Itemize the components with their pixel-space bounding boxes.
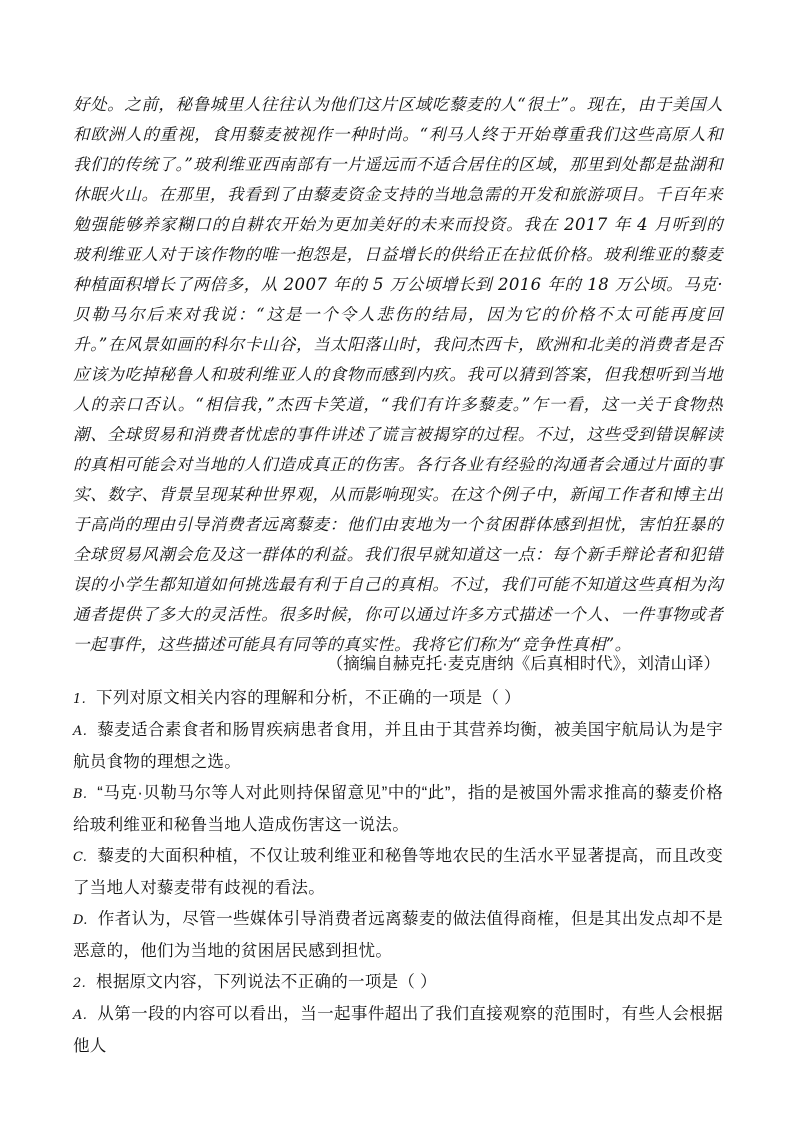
question-1 bbox=[73, 683, 723, 967]
question-stem bbox=[73, 683, 723, 715]
question-number: 2. bbox=[73, 976, 87, 991]
option-letter: A. bbox=[73, 1008, 88, 1023]
question-text: 下列对原文相关内容的理解和分析，不正确的一项是（ ） bbox=[96, 689, 521, 707]
question-list bbox=[73, 683, 723, 1062]
passage-paragraph: 好处。之前，秘鲁城里人往往认为他们这片区域吃藜麦的人“很土”。现在，由于美国人和欧洲人的重视，食用藜麦被视作一种时尚。“利马人终于开始尊重我们这些高原人和我们的传统了。”玻利维亚西南部有一片遥远而不适合居住的区域，那里到处都是盐湖和休眠火山。在那里，我看到了由藜麦资金支持的当地急需的开发和旅游项目。千百年来勉强能够养家糊口的自耕农开始为更加美好的未来而投资。我在 2017 年 4 月听到的玻利维亚人对于该作物的唯一抱怨是，日益增长的供给正在拉低价格。玻利维亚的藜麦种植面积增长了两倍多，从 2007 年的 5 万公顷增长到 2016 年的 18 万公顷。马克·贝勒马尔后来对我说：“这是一个令人悲伤的结局，因为它的价格不太可能再度回升。”在风景如画的科尔卡山谷，当太阳落山时，我问杰西卡，欧洲和北美的消费者是否应该为吃掉秘鲁人和玻利维亚人的食物而感到内疚。我可以猜到答案，但我想听到当地人的亲口否认。“相信我，”杰西卡笑道，“我们有许多藜麦。”乍一看，这一关于食物热潮、全球贸易和消费者忧虑的事件讲述了谎言被揭穿的过程。不过，这些受到错误解读的真相可能会对当地的人们造成真正的伤害。各行各业有经验的沟通者会通过片面的事实、数字、背景呈现某种世界观，从而影响现实。在这个例子中，新闻工作者和博主出于高尚的理由引导消费者远离藜麦：他们由衷地为一个贫困群体感到担忧，害怕狂暴的全球贸易风潮会危及这一群体的利益。我们很早就知道这一点：每个新手辩论者和犯错误的小学生都知道如何挑选最有利于自己的真相。不过，我们可能不知道这些真相为沟通者提供了多大的灵活性。很多时候，你可以通过许多方式描述一个人、一件事物或者一起事件，这些描述可能具有同等的真实性。我将它们称为“竞争性真相”。 bbox=[73, 95, 723, 654]
option-text: 藜麦的大面积种植，不仅让玻利维亚和秘鲁等地农民的生活水平显著提高，而且改变了当地人对藜麦带有歧视的看法。 bbox=[73, 847, 723, 897]
option-text: 作者认为，尽管一些媒体引导消费者远离藜麦的做法值得商榷，但是其出发点却不是恶意的，他们为当地的贫困居民感到担忧。 bbox=[73, 910, 723, 960]
option-letter: A. bbox=[73, 724, 88, 739]
option-text: 从第一段的内容可以看出，当一起事件超出了我们直接观察的范围时，有些人会根据他人 bbox=[73, 1005, 723, 1055]
option-d bbox=[73, 904, 723, 967]
option-a bbox=[73, 999, 723, 1062]
question-stem bbox=[73, 967, 723, 999]
reading-passage bbox=[73, 90, 723, 660]
option-letter: D. bbox=[73, 913, 88, 928]
option-letter: B. bbox=[73, 787, 88, 802]
option-text: 藜麦适合素食者和肠胃疾病患者食用，并且由于其营养均衡，被美国宇航局认为是宇航员食物的理想之选。 bbox=[73, 721, 723, 771]
source-citation: （摘编自赫克托·麦克唐纳《后真相时代》，刘清山译） bbox=[326, 655, 720, 673]
question-2 bbox=[73, 967, 723, 1062]
option-letter: C. bbox=[73, 850, 88, 865]
question-number: 1. bbox=[73, 692, 87, 707]
option-b bbox=[73, 778, 723, 841]
option-c bbox=[73, 841, 723, 904]
question-text: 根据原文内容，下列说法不正确的一项是（ ） bbox=[96, 973, 437, 991]
option-a bbox=[73, 715, 723, 778]
option-text: “马克·贝勒马尔等人对此则持保留意见”中的“此”，指的是被国外需求推高的藜麦价格给玻利维亚和秘鲁当地人造成伤害这一说法。 bbox=[73, 784, 723, 834]
